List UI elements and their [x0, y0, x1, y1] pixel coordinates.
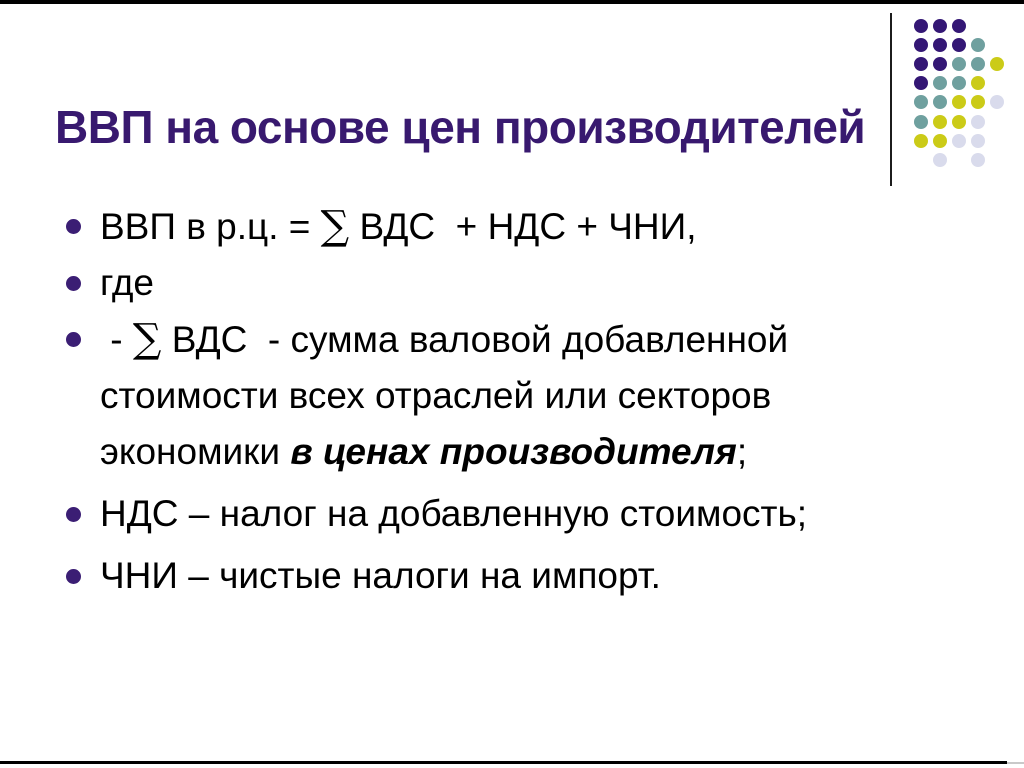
dot-cell [988, 16, 1007, 35]
decor-dot-icon [933, 115, 947, 129]
dot-cell [949, 93, 968, 112]
text-line [100, 368, 966, 424]
dot-cell [930, 150, 949, 169]
bullet-item-nds-definition [66, 486, 966, 542]
decor-dot-icon [914, 115, 928, 129]
text-line [100, 424, 966, 480]
slide-title: ВВП на основе цен производителей [55, 101, 866, 153]
top-border-bar [0, 0, 1024, 4]
decor-dot-icon [914, 95, 928, 109]
dot-cell [930, 112, 949, 131]
text-line [100, 311, 966, 368]
decor-dot-icon [952, 95, 966, 109]
dot-cell [949, 150, 968, 169]
dot-cell [988, 54, 1007, 73]
dot-cell [911, 74, 930, 93]
decor-dot-icon [990, 95, 1004, 109]
decor-dot-icon [971, 38, 985, 52]
dot-cell [969, 131, 988, 150]
bullet-item-formula [66, 198, 966, 255]
text-line [100, 486, 966, 542]
dot-cell [988, 35, 1007, 54]
dot-cell [969, 74, 988, 93]
dot-cell [988, 131, 1007, 150]
bullet-item-vds-definition [66, 311, 966, 480]
dot-cell [930, 93, 949, 112]
text-segment: ВДС - сумма валовой добавленной [161, 319, 789, 360]
text-segment: стоимости всех отраслей или секторов [100, 375, 772, 416]
dot-cell [969, 35, 988, 54]
decor-dot-icon [933, 134, 947, 148]
decor-dot-icon [971, 76, 985, 90]
dot-cell [911, 16, 930, 35]
bottom-border-bar [0, 761, 1007, 764]
decor-dot-icon [933, 19, 947, 33]
text-line [100, 255, 966, 311]
decor-dot-icon [952, 76, 966, 90]
bullet-list [66, 198, 966, 604]
decor-dot-icon [933, 95, 947, 109]
dot-cell [911, 54, 930, 73]
dot-cell [911, 35, 930, 54]
bullet-icon [66, 276, 81, 291]
decor-dot-icon [971, 57, 985, 71]
dot-cell [930, 131, 949, 150]
decor-dot-icon [933, 57, 947, 71]
bullet-icon [66, 507, 81, 522]
decor-dot-icon [933, 153, 947, 167]
decor-dot-icon [914, 57, 928, 71]
dot-cell [969, 112, 988, 131]
decor-dot-icon [952, 134, 966, 148]
decor-dot-icon [914, 134, 928, 148]
bullet-text [100, 311, 966, 480]
decor-dot-icon [952, 115, 966, 129]
bullet-item-chni-definition [66, 548, 966, 604]
decor-dot-icon [971, 153, 985, 167]
text-segment: экономики [100, 431, 291, 472]
bullet-item-where [66, 255, 966, 311]
bullet-text [100, 198, 966, 255]
dot-cell [969, 54, 988, 73]
dot-cell [949, 35, 968, 54]
decor-dot-icon [971, 134, 985, 148]
dot-cell [969, 150, 988, 169]
bullet-icon [66, 332, 81, 347]
sigma-symbol: ∑ [320, 203, 350, 249]
decor-dot-icon [952, 57, 966, 71]
text-segment: ВВП в р.ц. = [100, 206, 321, 247]
dot-cell [949, 54, 968, 73]
dot-cell [949, 16, 968, 35]
decor-dot-icon [952, 19, 966, 33]
bullet-icon [66, 569, 81, 584]
decor-vertical-line [890, 13, 892, 186]
text-line [100, 198, 966, 255]
text-segment: ; [736, 431, 748, 472]
text-line [100, 548, 966, 604]
decor-dot-icon [933, 76, 947, 90]
dot-cell [949, 112, 968, 131]
dot-cell [930, 35, 949, 54]
bullet-icon [66, 219, 81, 234]
bottom-border-faint [1007, 762, 1024, 764]
text-segment: ВДС + НДС + ЧНИ, [349, 206, 697, 247]
decor-dot-icon [933, 38, 947, 52]
dot-cell [911, 93, 930, 112]
sigma-symbol: ∑ [132, 316, 162, 362]
text-segment: ЧНИ – чистые налоги на импорт. [100, 555, 661, 596]
decor-dot-icon [914, 19, 928, 33]
dot-pattern [911, 16, 1007, 170]
decor-dot-icon [971, 115, 985, 129]
dot-cell [930, 16, 949, 35]
dot-cell [988, 112, 1007, 131]
dot-cell [949, 131, 968, 150]
decor-dot-icon [990, 57, 1004, 71]
decor-dot-icon [914, 76, 928, 90]
decor-dot-icon [914, 38, 928, 52]
dot-cell [969, 16, 988, 35]
dot-cell [911, 150, 930, 169]
dot-cell [988, 74, 1007, 93]
dot-cell [949, 74, 968, 93]
dot-cell [911, 112, 930, 131]
dot-cell [988, 150, 1007, 169]
dot-cell [969, 93, 988, 112]
decor-dot-icon [952, 38, 966, 52]
dot-cell [930, 74, 949, 93]
dot-cell [930, 54, 949, 73]
text-segment: - [100, 319, 133, 360]
text-segment: НДС – налог на добавленную стоимость; [100, 493, 808, 534]
text-segment-emphasis: в ценах производителя [290, 431, 737, 472]
bullet-text [100, 255, 966, 311]
dot-cell [988, 93, 1007, 112]
bullet-text [100, 486, 966, 542]
text-segment: где [100, 262, 155, 303]
dot-cell [911, 131, 930, 150]
bullet-text [100, 548, 966, 604]
decor-dot-icon [971, 95, 985, 109]
